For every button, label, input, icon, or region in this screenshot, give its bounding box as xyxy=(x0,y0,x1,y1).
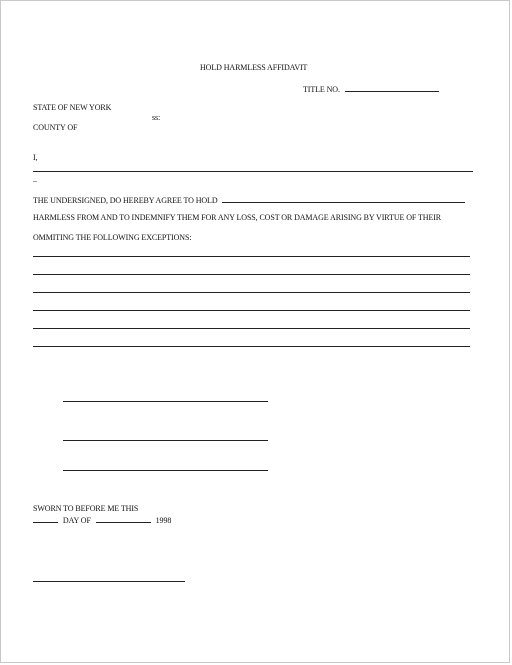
day-of-text: DAY OF xyxy=(62,516,91,525)
signature-line[interactable] xyxy=(63,470,268,471)
notary-signature-line[interactable] xyxy=(33,581,185,582)
agree-text: THE UNDERSIGNED, DO HEREBY AGREE TO HOLD xyxy=(33,196,218,205)
state-line: STATE OF NEW YORK xyxy=(33,103,112,112)
signature-line[interactable] xyxy=(63,401,268,402)
exception-line[interactable] xyxy=(33,256,470,257)
hold-party-field[interactable] xyxy=(222,194,465,203)
title-no-row xyxy=(303,83,439,95)
document-title: HOLD HARMLESS AFFIDAVIT xyxy=(200,63,308,72)
exception-line[interactable] xyxy=(33,346,470,347)
name-line[interactable] xyxy=(33,171,473,172)
month-field[interactable] xyxy=(96,514,151,523)
title-no-field[interactable] xyxy=(345,83,439,92)
omitting-text: OMMITING THE FOLLOWING EXCEPTIONS: xyxy=(33,233,192,242)
signature-line[interactable] xyxy=(63,440,268,441)
exception-line[interactable] xyxy=(33,310,470,311)
sworn-date-row xyxy=(33,514,171,526)
exception-line[interactable] xyxy=(33,328,470,329)
dash-mark: – xyxy=(33,176,37,185)
agree-row xyxy=(33,194,465,206)
exception-line[interactable] xyxy=(33,292,470,293)
title-no-label: TITLE NO. xyxy=(303,85,340,94)
county-line: COUNTY OF xyxy=(33,123,78,132)
year-text: 1998 xyxy=(155,516,172,525)
ss-mark: ss: xyxy=(152,113,161,122)
harmless-text: HARMLESS FROM AND TO INDEMNIFY THEM FOR ANY LOSS, COST OR DAMAGE ARISING BY VIRTUE OF THEIR xyxy=(33,213,442,222)
day-field[interactable] xyxy=(33,514,58,523)
exception-line[interactable] xyxy=(33,274,470,275)
sworn-text: SWORN TO BEFORE ME THIS xyxy=(33,504,139,513)
i-label: I, xyxy=(33,153,38,162)
